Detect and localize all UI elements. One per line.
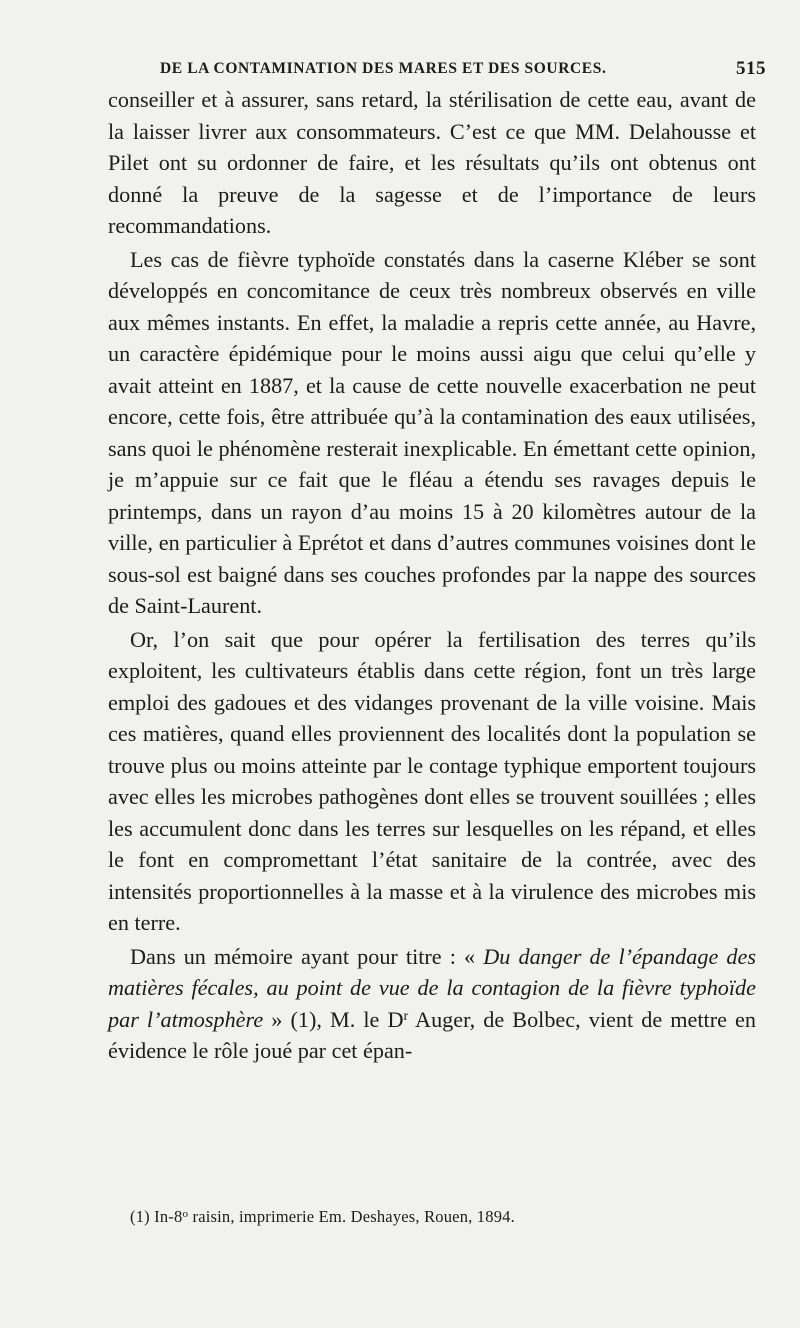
paragraph-fertilisation: Or, l’on sait que pour opérer la fertilisation des terres qu’ils exploitent, les cultivateurs établis dans cette région, font un très large emploi des gadoues et des vidanges provenant de la ville voisine. Mais ces matières, quand elles proviennent des localités dont la population se trouve plus ou moins atteinte par le contage typhique emportent toujours avec elles les microbes pathogènes dont elles se trouvent souillées ; elles les accumulent donc dans les terres sur lesquelles on les répand, et elles le font en compromettant l’état sanitaire de la contrée, avec des intensités proportionnelles à la masse et à la virulence des microbes mis en terre.: [108, 626, 756, 935]
book-page: [108, 50, 766, 1226]
running-title: DE LA CONTAMINATION DES MARES ET DES SOURCES.: [160, 60, 607, 77]
doctor-superscript: r: [403, 1008, 409, 1024]
memoir-title: Du danger de l’épandage des matières fécales, au point de vue de la contagion de la fièvre typhoïde par l’atmosphère: [108, 943, 756, 1032]
paragraph-continued: conseiller et à assurer, sans retard, la stérilisation de cette eau, avant de la laisser livrer aux consommateurs. C’est ce que MM. Delahousse et Pilet ont su ordonner de faire, et les résultats qu’ils ont obtenus ont donné la preuve de la sagesse et de l’importance de leurs recommandations.: [108, 87, 756, 238]
footnote: [130, 1207, 515, 1227]
footnote-marker: (1) In-8: [130, 1207, 183, 1226]
paragraph-auger-ref: » (1), M. le D: [263, 1006, 404, 1032]
paragraph-auger-lead: Dans un mémoire ayant pour titre : «: [130, 943, 484, 969]
running-head: [108, 50, 766, 84]
footnote-superscript: o: [182, 1208, 189, 1220]
paragraph-kleber: Les cas de fièvre typhoïde constatés dans la caserne Kléber se sont développés en concomitance de ceux très nombreux observés en ville aux mêmes instants. En effet, la maladie a repris cette année, au Havre, un caractère épidémique pour le moins aussi aigu que celui qu’elle y avait atteint en 1887, et la cause de cette nouvelle exacerbation ne peut encore, cette fois, être attribuée qu’à la contamination des eaux utilisées, sans quoi le phénomène resterait inexplicable. En émettant cette opinion, je m’appuie sur ce fait que le fléau a étendu ses ravages depuis le printemps, dans un rayon d’au moins 15 à 20 kilomètres autour de la ville, en particulier à Eprétot et dans d’autres communes voisines dont le sous-sol est baigné dans ses couches profondes par la nappe des sources de Saint-Laurent.: [108, 246, 756, 618]
paragraph-auger: [108, 941, 756, 1067]
footnote-text: raisin, imprimerie Em. Deshayes, Rouen, 1894.: [188, 1207, 515, 1226]
page-number: 515: [736, 58, 766, 79]
body-text: [108, 84, 756, 1067]
paragraph-auger-tail: Auger, de Bolbec, vient de mettre en évidence le rôle joué par cet épan-: [108, 1006, 756, 1063]
